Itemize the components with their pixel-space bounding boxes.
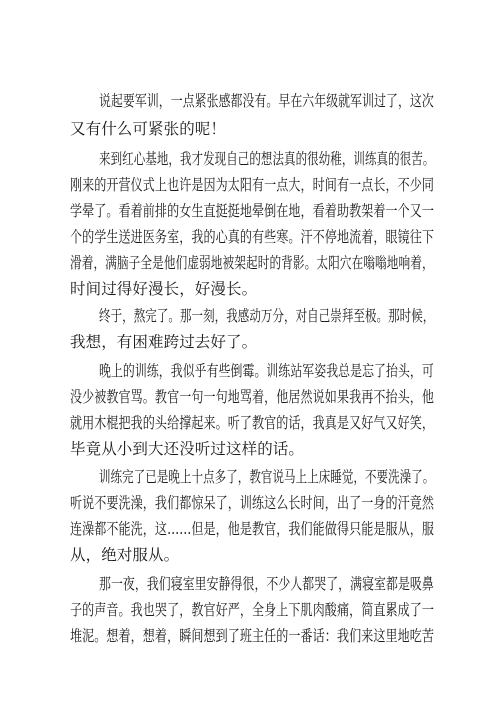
text-line: 个的学生送进医务室，我的心真的有些寒。汗不停地流着，眼镜往下 [70,228,435,246]
text-line: 就用木棍把我的头给撑起来。听了教官的话，我真是又好气又好笑， [70,414,435,432]
text-line: 没少被教官骂。教官一句一句地骂着，他居然说如果我再不抬头，他 [70,388,435,406]
text-line: 又有什么可紧张的呢！ [70,120,227,138]
text-line: 堆泥。想着，想着，瞬间想到了班主任的一番话：我们来这里地吃苦 [70,627,435,645]
text-line: 来到红心基地，我才发现自己的想法真的很幼稚，训练真的很苦。 [99,150,435,168]
text-line: 子的声音。我也哭了，教官好严，全身上下肌肉酸痛，简直累成了一 [70,601,435,619]
text-line: 学晕了。看着前排的女生直挺挺地晕倒在地，看着助教架着一个又一 [70,202,435,220]
text-line: 刚来的开营仪式上也许是因为太阳有一点大，时间有一点长，不少同 [70,176,435,194]
text-line: 说起要军训，一点紧张感都没有。早在六年级就军训过了，这次 [99,92,434,110]
text-line: 晚上的训练，我似乎有些倒霉。训练站军姿我总是忘了抬头，可 [99,362,434,380]
text-line: 终于，熬完了。那一刻，我感动万分，对自己崇拜至极。那时候， [99,307,435,325]
text-line: 我想，有困难跨过去好了。 [70,333,258,351]
text-line: 从，绝对服从。 [70,546,180,564]
text-line: 那一夜，我们寝室里安静得很，不少人都哭了，满寝室都是吸鼻 [99,575,434,593]
text-line: 滑着，满脑子全是他们虚弱地被架起时的背影。太阳穴在嗡嗡地响着， [70,254,434,272]
text-line: 听说不要洗澡，我们都惊呆了，训练这么长时间，出了一身的汗竟然 [70,494,435,512]
text-line: 时间过得好漫长，好漫长。 [70,280,258,298]
text-line: 连澡都不能洗，这……但是，他是教官，我们能做得只能是服从，服 [70,520,435,538]
text-line: 毕竟从小到大还没听过这样的话。 [70,440,305,458]
text-line: 训练完了已是晚上十点多了，教官说马上上床睡觉，不要洗澡了。 [99,468,435,486]
